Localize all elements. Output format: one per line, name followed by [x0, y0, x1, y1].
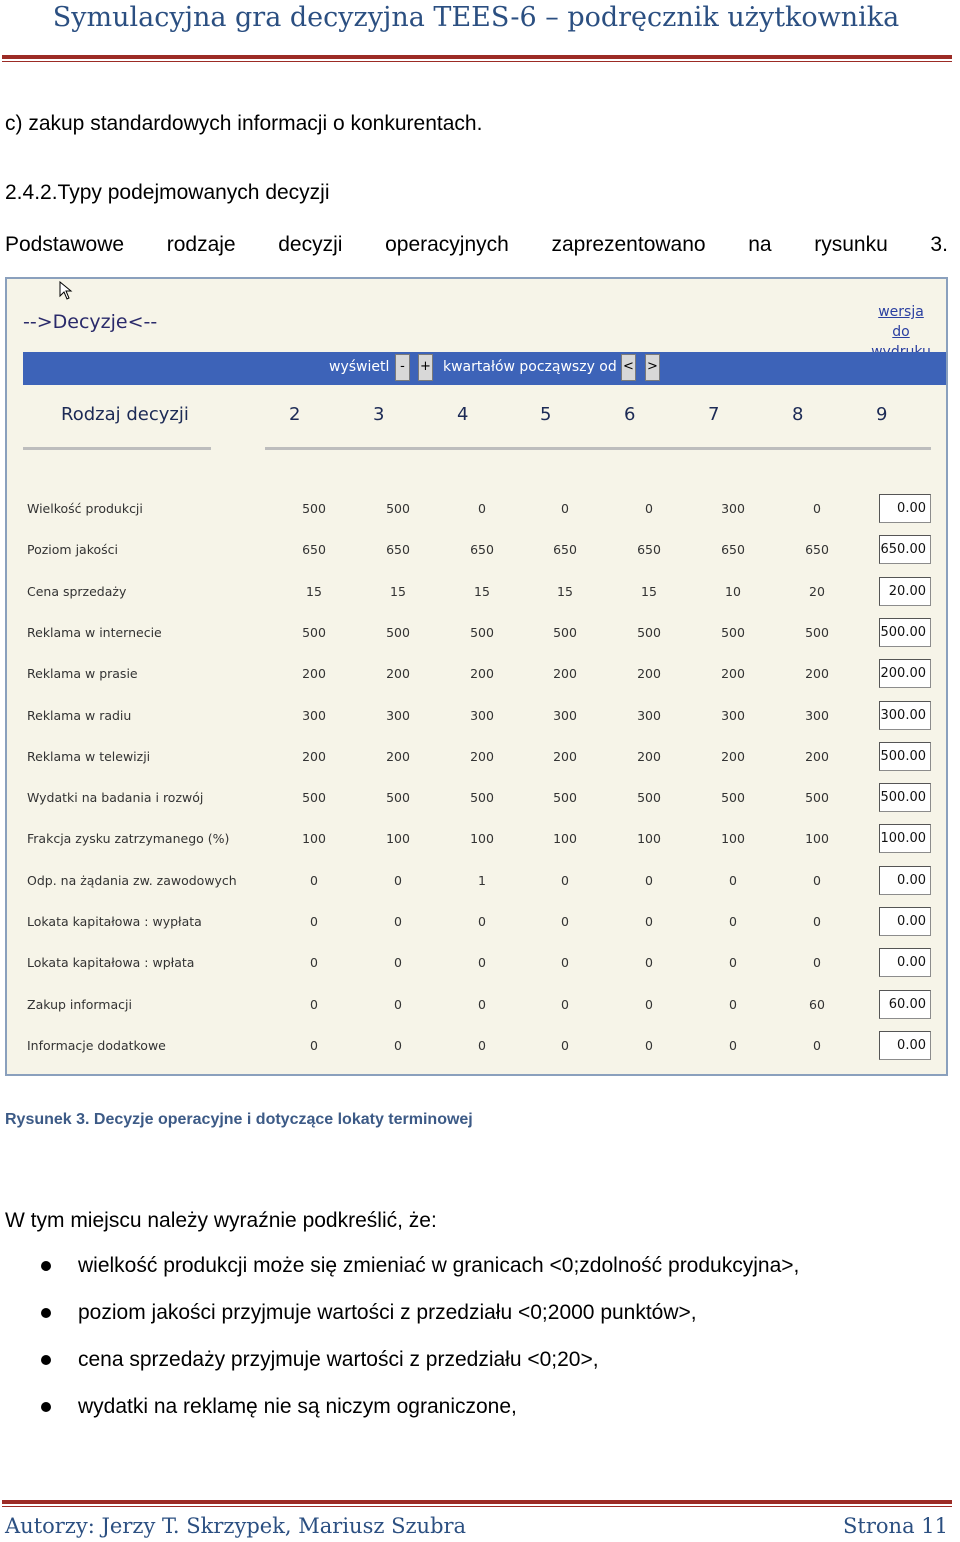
table-cell: 0 [561, 996, 569, 1012]
table-cell: 200 [637, 666, 661, 682]
table-cell: 0 [394, 955, 402, 971]
table-cell: 0 [561, 955, 569, 971]
table-cell: 20 [809, 583, 825, 599]
table-cell: 0 [729, 1037, 737, 1053]
table-cell: 500 [637, 624, 661, 640]
decision-input[interactable]: 0.00 [879, 907, 931, 936]
table-cell: 100 [553, 831, 577, 847]
table-cell: 0 [645, 914, 653, 929]
table-cell: 15 [390, 583, 406, 599]
table-cell: 0 [729, 872, 737, 888]
table-cell: 200 [470, 666, 494, 682]
table-cell: 0 [645, 955, 653, 971]
table-cell: 200 [302, 666, 326, 682]
table-cell: 0 [310, 996, 318, 1012]
table-cell: 650 [386, 542, 410, 558]
footer-authors: Autorzy: Jerzy T. Skrzypek, Mariusz Szubra [5, 1514, 467, 1538]
quarter-header: 5 [540, 404, 552, 425]
table-cell: 0 [394, 914, 402, 929]
intro-word: rodzaje [166, 233, 236, 256]
table-cell: 1 [478, 872, 486, 888]
intro-word: operacyjnych [385, 233, 509, 256]
bullet-text: wydatki na reklamę nie są niczym ograniczone, [78, 1395, 517, 1418]
quarter-header: 8 [792, 404, 804, 425]
table-cell: 0 [561, 501, 569, 516]
table-cell: 15 [557, 583, 573, 599]
intro-word: rysunku [814, 233, 888, 256]
table-cell: 0 [310, 914, 318, 929]
table-cell: 10 [725, 583, 741, 599]
bullet-dot-icon [41, 1261, 51, 1271]
table-cell: 650 [302, 542, 326, 558]
table-cell: 0 [561, 914, 569, 929]
table-cell: 200 [553, 748, 577, 764]
decision-input[interactable]: 0.00 [879, 494, 931, 523]
table-cell: 200 [386, 748, 410, 764]
table-cell: 300 [637, 707, 661, 723]
row-label: Odp. na żądania zw. zawodowych [27, 872, 237, 888]
row-label: Frakcja zysku zatrzymanego (%) [27, 831, 230, 847]
table-cell: 15 [306, 583, 322, 599]
quarter-header: 9 [876, 404, 888, 425]
table-cell: 500 [553, 790, 577, 806]
table-cell: 300 [805, 707, 829, 723]
table-cell: 500 [553, 624, 577, 640]
table-cell: 0 [561, 1037, 569, 1053]
paragraph-line-c: c) zakup standardowych informacji o konkurentach. [5, 112, 483, 135]
decision-type-header: Rodzaj decyzji [61, 404, 189, 425]
decrease-quarters-button[interactable]: - [395, 354, 410, 381]
table-cell: 0 [310, 1037, 318, 1053]
table-cell: 500 [302, 624, 326, 640]
table-cell: 0 [813, 914, 821, 929]
decision-input[interactable]: 500.00 [879, 618, 931, 647]
table-cell: 0 [729, 996, 737, 1012]
table-cell: 0 [813, 501, 821, 516]
decisions-title: -->Decyzje<-- [23, 311, 158, 333]
row-label: Lokata kapitałowa : wpłata [27, 955, 195, 971]
row-label: Reklama w telewizji [27, 748, 151, 764]
table-cell: 650 [721, 542, 745, 558]
table-cell: 0 [645, 501, 653, 516]
table-cell: 0 [478, 1037, 486, 1053]
quarter-header: 4 [457, 404, 469, 425]
lead-sentence: W tym miejscu należy wyraźnie podkreślić, że: [5, 1209, 437, 1232]
table-cell: 0 [729, 914, 737, 929]
decision-input[interactable]: 60.00 [879, 990, 931, 1019]
table-cell: 300 [721, 501, 745, 516]
table-cell: 0 [478, 501, 486, 516]
decision-input[interactable]: 500.00 [879, 783, 931, 812]
table-cell: 100 [805, 831, 829, 847]
table-cell: 300 [386, 707, 410, 723]
row-label: Zakup informacji [27, 996, 132, 1012]
row-label: Informacje dodatkowe [27, 1037, 166, 1053]
table-cell: 0 [310, 872, 318, 888]
table-cell: 0 [813, 955, 821, 971]
decision-input[interactable]: 500.00 [879, 742, 931, 771]
table-cell: 500 [470, 790, 494, 806]
intro-paragraph [5, 232, 948, 258]
table-cell: 0 [310, 955, 318, 971]
table-cell: 0 [394, 996, 402, 1012]
previous-quarter-button[interactable]: < [621, 354, 636, 381]
decision-input[interactable]: 0.00 [879, 866, 931, 895]
table-cell: 0 [478, 914, 486, 929]
quarter-header: 6 [624, 404, 636, 425]
bullet-dot-icon [41, 1355, 51, 1365]
table-cell: 200 [805, 666, 829, 682]
table-cell: 100 [386, 831, 410, 847]
decision-input[interactable]: 300.00 [879, 701, 931, 730]
row-label: Reklama w prasie [27, 666, 138, 682]
table-cell: 0 [478, 996, 486, 1012]
table-cell: 60 [809, 996, 825, 1012]
table-cell: 500 [386, 624, 410, 640]
table-cell: 500 [721, 790, 745, 806]
decision-input[interactable]: 650.00 [879, 535, 931, 564]
quarter-header: 2 [289, 404, 301, 425]
bullet-text: cena sprzedaży przyjmuje wartości z przedziału <0;20>, [78, 1348, 599, 1371]
bullet-text: poziom jakości przyjmuje wartości z przedziału <0;2000 punktów>, [78, 1301, 697, 1324]
table-cell: 200 [805, 748, 829, 764]
bullet-dot-icon [41, 1308, 51, 1318]
table-cell: 300 [721, 707, 745, 723]
row-label: Wydatki na badania i rozwój [27, 790, 204, 806]
quarters-toolbar [23, 352, 948, 385]
table-cell: 15 [641, 583, 657, 599]
table-cell: 0 [394, 1037, 402, 1053]
table-cell: 0 [645, 872, 653, 888]
table-cell: 0 [478, 955, 486, 971]
table-cell: 500 [386, 790, 410, 806]
intro-word: na [748, 233, 772, 256]
table-cell: 15 [474, 583, 490, 599]
table-cell: 100 [470, 831, 494, 847]
quarters-from-label: kwartałów począwszy od [443, 359, 617, 375]
table-cell: 200 [721, 666, 745, 682]
table-cell: 500 [721, 624, 745, 640]
table-cell: 100 [721, 831, 745, 847]
intro-word: 3. [930, 233, 948, 256]
row-label: Lokata kapitałowa : wypłata [27, 914, 202, 929]
table-cell: 200 [637, 748, 661, 764]
row-label: Poziom jakości [27, 542, 119, 558]
page-header-title: Symulacyjna gra decyzyjna TEES-6 – podręcznik użytkownika [52, 2, 900, 33]
table-cell: 500 [637, 790, 661, 806]
table-cell: 500 [386, 501, 410, 516]
bullet-dot-icon [41, 1402, 51, 1412]
table-cell: 500 [302, 790, 326, 806]
decision-input[interactable]: 0.00 [879, 948, 931, 977]
header-underline-left [23, 447, 211, 450]
bullet-text: wielkość produkcji może się zmieniać w granicach <0;zdolność produkcyjna>, [78, 1254, 800, 1277]
table-cell: 200 [470, 748, 494, 764]
quarter-header: 3 [373, 404, 385, 425]
next-quarter-button[interactable]: > [645, 354, 660, 381]
row-label: Reklama w radiu [27, 707, 132, 723]
decision-input[interactable]: 20.00 [879, 577, 931, 606]
row-label: Cena sprzedaży [27, 583, 127, 599]
decisions-screenshot [5, 277, 948, 1076]
footer-page-number: Strona 11 [843, 1514, 948, 1538]
table-cell: 0 [813, 1037, 821, 1053]
table-cell: 0 [813, 872, 821, 888]
table-cell: 100 [302, 831, 326, 847]
decision-input[interactable]: 0.00 [879, 1031, 931, 1060]
print-version-link[interactable]: wersja do [878, 304, 924, 340]
decision-input[interactable]: 200.00 [879, 659, 931, 688]
row-label: Reklama w internecie [27, 624, 162, 640]
row-label: Wielkość produkcji [27, 501, 143, 516]
table-cell: 100 [637, 831, 661, 847]
table-cell: 300 [470, 707, 494, 723]
table-cell: 650 [470, 542, 494, 558]
intro-word: Podstawowe [5, 233, 125, 256]
table-cell: 0 [645, 996, 653, 1012]
table-cell: 200 [721, 748, 745, 764]
table-cell: 0 [729, 955, 737, 971]
section-heading: 2.4.2.Typy podejmowanych decyzji [5, 181, 330, 204]
page-footer [5, 1512, 948, 1540]
intro-word: decyzji [278, 233, 343, 256]
table-cell: 650 [553, 542, 577, 558]
table-cell: 300 [302, 707, 326, 723]
intro-word: zaprezentowano [551, 233, 706, 256]
show-label: wyświetl [329, 359, 390, 375]
table-cell: 200 [386, 666, 410, 682]
header-rule [2, 55, 952, 62]
mouse-cursor-icon [59, 281, 75, 301]
header-underline-right [265, 447, 931, 450]
figure-caption: Rysunek 3. Decyzje operacyjne i dotyczące lokaty terminowej [5, 1111, 473, 1128]
table-cell: 0 [645, 1037, 653, 1053]
table-cell: 500 [805, 790, 829, 806]
table-cell: 500 [302, 501, 326, 516]
table-cell: 200 [302, 748, 326, 764]
table-cell: 500 [470, 624, 494, 640]
table-cell: 650 [805, 542, 829, 558]
table-cell: 0 [394, 872, 402, 888]
table-cell: 0 [561, 872, 569, 888]
table-cell: 650 [637, 542, 661, 558]
table-cell: 300 [553, 707, 577, 723]
decision-input[interactable]: 100.00 [879, 824, 931, 853]
table-cell: 500 [805, 624, 829, 640]
footer-rule [2, 1500, 952, 1507]
quarter-header: 7 [708, 404, 720, 425]
table-cell: 200 [553, 666, 577, 682]
increase-quarters-button[interactable]: + [418, 354, 433, 381]
